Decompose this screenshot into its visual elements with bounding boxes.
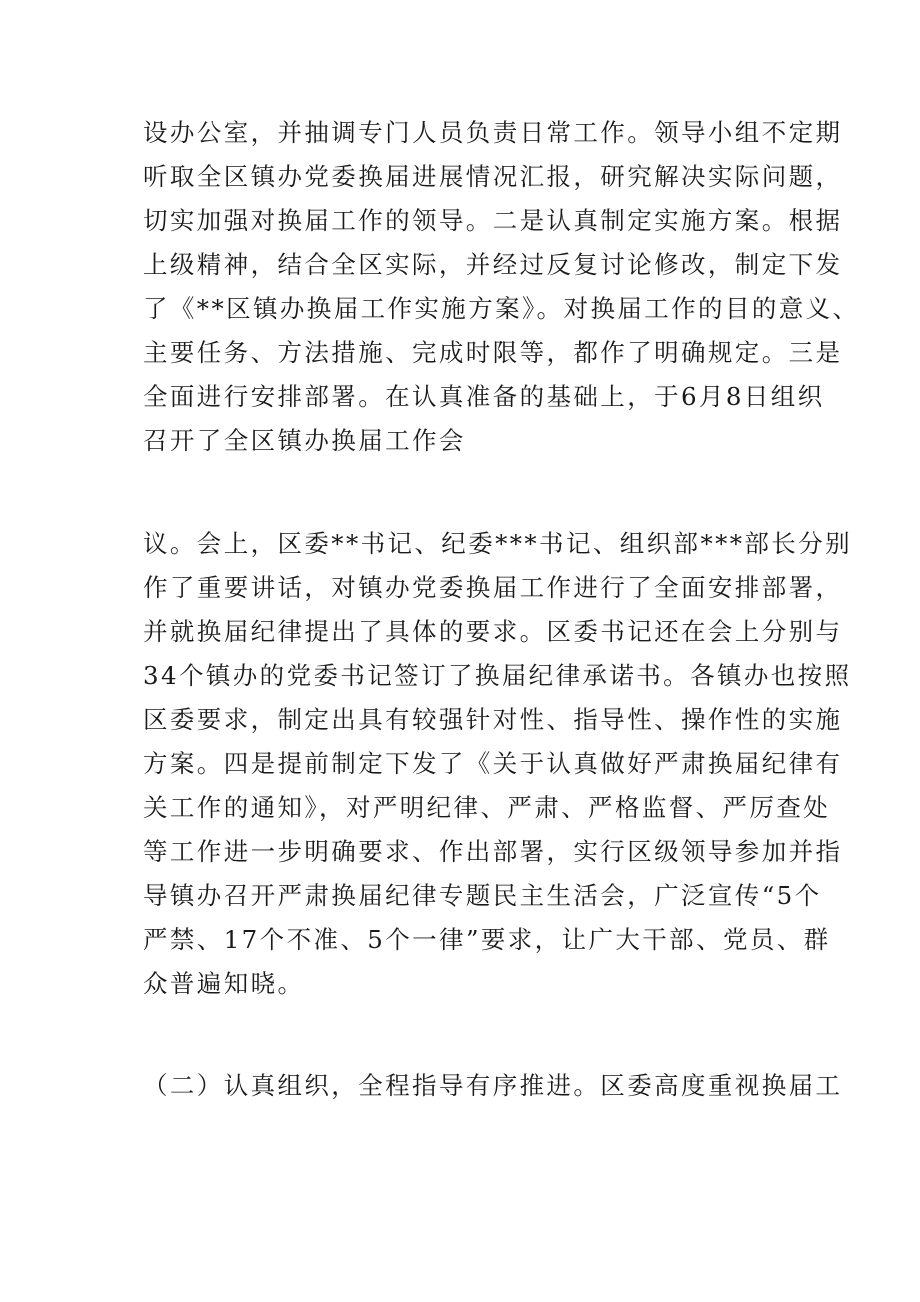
paragraph-1-line-8: 召开了全区镇办换届工作会 <box>143 426 466 455</box>
paragraph-2-line-8: 等工作进一步明确要求、作出部署，实行区级领导参加并指 <box>143 837 843 866</box>
paragraph-2-line-9: 导镇办召开严肃换届纪律专题民主生活会，广泛宣传“5个 <box>143 881 822 910</box>
paragraph-2-line-10: 严禁、17个不准、5个一律”要求，让广大干部、党员、群 <box>143 925 831 954</box>
paragraph-2-line-1: 议。会上，区委**书记、纪委***书记、组织部***部长分别 <box>143 529 852 558</box>
paragraph-2-line-6: 方案。四是提前制定下发了《关于认真做好严肃换届纪律有 <box>143 749 843 778</box>
paragraph-2-line-4: 34个镇办的党委书记签订了换届纪律承诺书。各镇办也按照 <box>143 661 852 690</box>
paragraph-2-line-11: 众普遍知晓。 <box>143 969 305 998</box>
paragraph-1-line-2: 听取全区镇办党委换届进展情况汇报，研究解决实际问题， <box>143 162 843 191</box>
paragraph-1-line-6: 主要任务、方法措施、完成时限等，都作了明确规定。三是 <box>143 338 843 367</box>
paragraph-2-line-2: 作了重要讲话，对镇办党委换届工作进行了全面安排部署， <box>143 573 843 602</box>
paragraph-1-line-3: 切实加强对换届工作的领导。二是认真制定实施方案。根据 <box>143 206 843 235</box>
paragraph-2-line-5: 区委要求，制定出具有较强针对性、指导性、操作性的实施 <box>143 705 843 734</box>
paragraph-1-line-5: 了《**区镇办换届工作实施方案》。对换届工作的目的意义、 <box>143 294 860 323</box>
paragraph-1-line-1: 设办公室，并抽调专门人员负责日常工作。领导小组不定期 <box>143 118 843 147</box>
paragraph-2-line-3: 并就换届纪律提出了具体的要求。区委书记还在会上分别与 <box>143 617 843 646</box>
paragraph-1-line-4: 上级精神，结合全区实际，并经过反复讨论修改，制定下发 <box>143 250 843 279</box>
paragraph-2-line-7: 关工作的通知》，对严明纪律、严肃、严格监督、严厉查处 <box>143 793 831 822</box>
paragraph-1-line-7: 全面进行安排部署。在认真准备的基础上，于6月8日组织 <box>143 382 825 411</box>
paragraph-3-line-1: （二）认真组织，全程指导有序推进。区委高度重视换届工 <box>143 1071 843 1100</box>
